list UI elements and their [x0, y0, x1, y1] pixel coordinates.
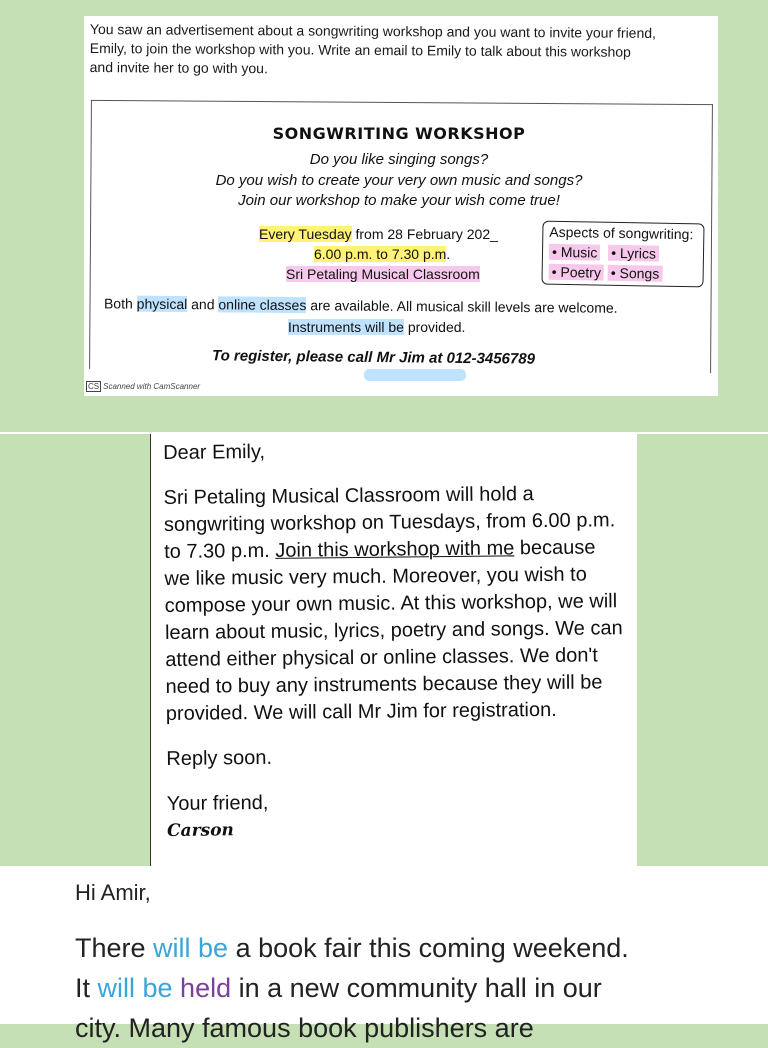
info-text-a: Both [103, 295, 137, 312]
date-text: from 28 February 202_ [351, 226, 498, 242]
letter-paragraph [163, 480, 628, 728]
letter-p1-start: Sri Petaling Musical Classroom will hold a songwriting workshop on Tuesdays, from 6.00 p.m. to 7.30 p.m. [163, 483, 616, 563]
aspects-heading: Aspects of songwriting: [549, 223, 694, 243]
s2-blue-verb: will be [97, 973, 173, 1003]
letter-scan [150, 434, 637, 866]
advert-date [259, 226, 498, 242]
instruments-text: provided. [403, 319, 466, 335]
scanner-watermark [86, 382, 200, 391]
register-highlight [364, 369, 466, 381]
letter-p1-rest: because we like music very much. Moreover, you wish to compose your own music. At this workshop, we will learn about music, lyrics, poetry and songs. We can attend either physical or online classes. We don't need to buy any instruments because they will be provided. We will call Mr Jim for registration. [164, 536, 623, 725]
letter-underlined: Join this workshop with me [275, 537, 515, 562]
advert-line-3: Join our workshop to make your wish come true! [238, 192, 560, 209]
instruments-highlight: Instruments will be [288, 319, 404, 335]
instruments-line [288, 319, 465, 335]
register-line: To register, please call Mr Jim at 012-3456789 [211, 347, 536, 368]
aspect-songs: • Songs [608, 265, 663, 282]
slide-greeting: Hi Amir, [75, 880, 151, 905]
aspects-row-2 [543, 262, 703, 285]
aspects-row-1 [543, 242, 703, 265]
letter-signature: Carson [166, 820, 234, 841]
s2-purple-verb: held [172, 973, 232, 1003]
info-text-b: and [187, 296, 219, 313]
letter-body [163, 435, 629, 845]
s1-text-a: There [75, 933, 154, 963]
scanner-badge: CS [88, 382, 100, 391]
time-highlight: 6.00 p.m. to 7.30 p.m [314, 246, 447, 262]
online-highlight: online classes [218, 296, 307, 314]
task-line-2: Emily, to join the workshop with you. Write an email to Emily to talk about this workshop [89, 39, 631, 60]
aspects-box [541, 221, 704, 288]
aspect-lyrics: • Lyrics [608, 245, 659, 262]
slide-body [75, 928, 755, 1048]
slide-sentence-2 [75, 968, 755, 1008]
slide-sentence-3: city. Many famous book publishers are [75, 1013, 534, 1043]
s1-blue-verb: will be [153, 933, 229, 963]
advert-venue [286, 266, 480, 282]
info-text-c: are available. All musical skill levels are welcome. [306, 297, 618, 316]
advert-title: SONGWRITING WORKSHOP [272, 124, 526, 143]
letter-closing: Your friend, [166, 791, 269, 815]
advert-time [314, 246, 450, 262]
task-line-3: and invite her to go with you. [89, 58, 268, 77]
physical-highlight: physical [136, 295, 188, 313]
time-dot: . [446, 246, 451, 262]
advert-line-1: Do you like singing songs? [309, 151, 489, 168]
s2-text-a: It [75, 973, 98, 1003]
s2-text-b: in a new community hall in our [231, 973, 602, 1003]
day-highlight: Every Tuesday [259, 226, 352, 242]
slide-text-area [0, 866, 768, 1043]
advertisement-scan [84, 16, 718, 396]
s1-text-b: a book fair this coming weekend. [228, 933, 629, 963]
venue-highlight: Sri Petaling Musical Classroom [286, 266, 480, 282]
scanner-text: Scanned with CamScanner [103, 382, 201, 391]
letter-reply: Reply soon. [166, 746, 273, 770]
task-line-1: You saw an advertisement about a songwriting workshop and you want to invite your friend, [89, 20, 657, 41]
letter-salutation: Dear Emily, [163, 440, 266, 464]
aspect-poetry: • Poetry [549, 264, 605, 281]
aspect-music: • Music [549, 244, 601, 261]
task-instructions [90, 20, 714, 81]
slide-sentence-1 [75, 928, 755, 968]
advert-line-2: Do you wish to create your very own music and songs? [215, 172, 583, 189]
